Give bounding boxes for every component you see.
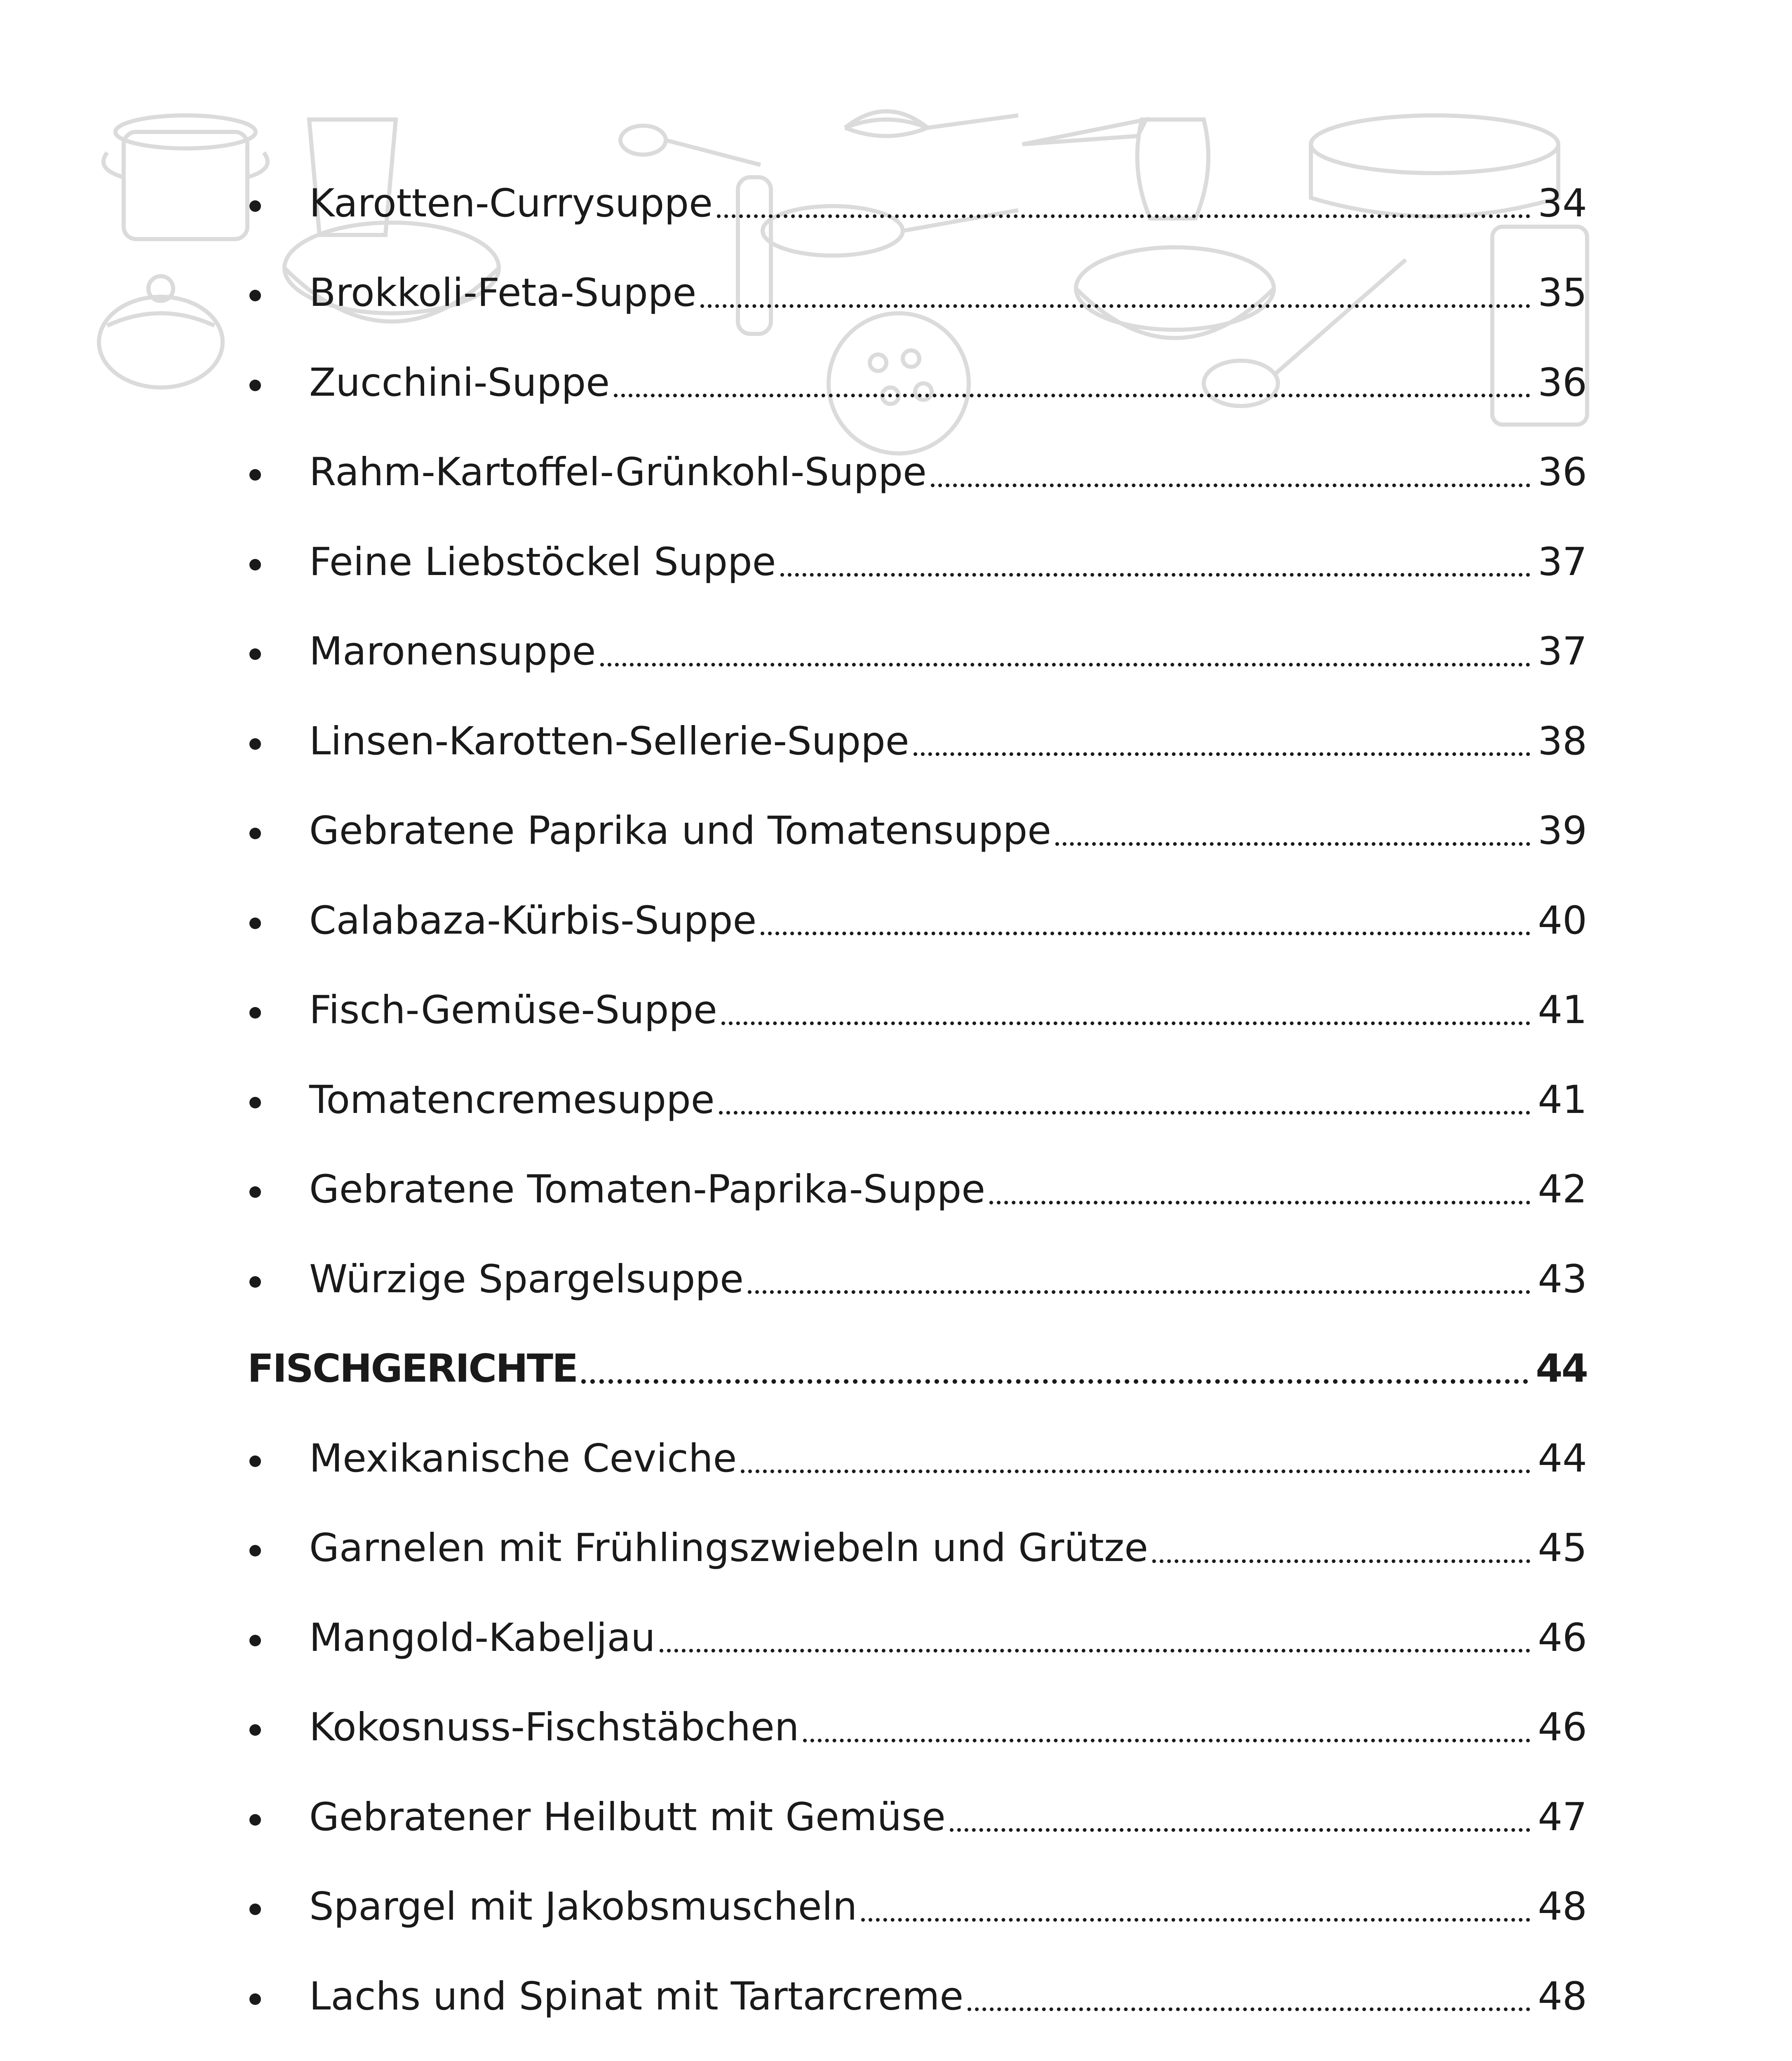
toc-entry-title: Fisch-Gemüse-Suppe [309,988,717,1033]
toc-entry-page-number: 42 [1538,1167,1587,1212]
dot-leader [717,184,1530,223]
toc-entry[interactable] [247,2042,1587,2061]
toc-entry[interactable] [247,1235,1587,1324]
dot-leader [861,1887,1530,1926]
toc-entry-title: Garnelen mit Frühlingszwiebeln und Grütze [309,1526,1148,1571]
toc-entry[interactable] [247,249,1587,338]
toc-entry[interactable] [247,1055,1587,1145]
toc-entry-title: Tomatencremesuppe [309,1077,715,1122]
bullet-icon [249,648,261,660]
toc-entry-page-number: 46 [1538,1705,1587,1750]
toc-entry-title: Würzige Spargelsuppe [309,1256,744,1302]
dot-leader [600,632,1531,671]
toc-entry-page-number: 36 [1538,360,1587,405]
toc-entry[interactable] [247,786,1587,876]
toc-entry-title: Mangold-Kabeljau [309,1615,655,1660]
dot-leader [780,543,1531,582]
cooking-pot-icon [103,115,268,239]
toc-entry-page-number: 48 [1538,1884,1587,1930]
toc-entry[interactable] [247,607,1587,697]
bullet-icon [249,380,261,391]
table-of-contents [247,159,1587,2061]
dot-leader [761,901,1530,940]
dot-leader [803,1708,1530,1747]
dot-leader [719,1081,1531,1120]
toc-entry-page-number: 35 [1538,270,1587,316]
toc-entry-page-number: 43 [1538,1256,1587,1302]
toc-entry[interactable] [247,876,1587,966]
toc-entry-page-number: 47 [1538,1794,1587,1840]
toc-entry[interactable] [247,338,1587,428]
toc-entry-title: Karotten-Currysuppe [309,181,713,226]
toc-entry[interactable] [247,517,1587,607]
bullet-icon [249,1993,261,2005]
toc-entry-title: Spargel mit Jakobsmuscheln [309,1884,857,1930]
toc-entry-title: Linsen-Karotten-Sellerie-Suppe [309,718,909,764]
toc-entry-title: Gebratene Tomaten-Paprika-Suppe [309,1167,986,1212]
toc-entry[interactable] [247,1145,1587,1235]
bullet-icon [249,1186,261,1198]
toc-entry-title: Gebratener Heilbutt mit Gemüse [309,1794,946,1840]
dot-leader [741,1439,1530,1478]
dot-leader [968,1977,1530,2016]
toc-entry-page-number: 46 [1538,1615,1587,1660]
whisk-icon [845,111,1018,136]
toc-entry[interactable] [247,1504,1587,1594]
bullet-icon [249,1635,261,1646]
toc-entry-page-number: 41 [1538,988,1587,1033]
toc-entry-page-number: 44 [1538,1436,1587,1481]
toc-entry-title: Feine Liebstöckel Suppe [309,539,776,584]
toc-entry[interactable] [247,697,1587,786]
bullet-icon [249,559,261,570]
knife-icon [1022,120,1146,144]
bullet-icon [249,1276,261,1288]
toc-section-heading[interactable] [247,1324,1587,1414]
toc-entry-page-number: 38 [1538,718,1587,764]
bullet-icon [249,1545,261,1556]
bullet-icon [249,1904,261,1915]
toc-entry[interactable] [247,1593,1587,1683]
toc-entry-page-number: 39 [1538,808,1587,854]
dot-leader [660,1619,1531,1657]
toc-entry-title: Gebratene Paprika und Tomatensuppe [309,808,1052,854]
bullet-icon [249,1724,261,1736]
toc-entry-title: Calabaza-Kürbis-Suppe [309,898,757,943]
toc-entry-page-number: 41 [1538,1077,1587,1122]
bullet-icon [249,469,261,481]
bullet-icon [249,1814,261,1826]
toc-entry-page-number: 48 [1538,1974,1587,2019]
dot-leader [748,1260,1530,1299]
toc-entry-title: Maronensuppe [309,629,596,674]
bullet-icon [249,1455,261,1467]
dot-leader [1152,1529,1530,1568]
dot-leader [721,991,1530,1030]
toc-entry-page-number: 36 [1538,450,1587,495]
toc-entry-title: FISCHGERICHTE [247,1346,578,1392]
toc-entry[interactable] [247,159,1587,249]
toc-entry-title: Kokosnuss-Fischstäbchen [309,1705,799,1750]
toc-entry-page-number: 37 [1538,539,1587,584]
toc-entry-title: Zucchini-Suppe [309,360,610,405]
dot-leader [931,453,1531,492]
dot-leader [1055,812,1530,850]
bullet-icon [249,200,261,212]
toc-entry-page-number: 44 [1536,1346,1587,1392]
toc-entry-title: Lachs und Spinat mit Tartarcreme [309,1974,964,2019]
toc-entry-page-number: 34 [1538,181,1587,226]
lidded-pot-icon [99,276,223,387]
bullet-icon [249,738,261,750]
toc-entry[interactable] [247,1862,1587,1952]
toc-entry-page-number: 40 [1538,898,1587,943]
dot-leader [989,1170,1530,1209]
bullet-icon [249,1097,261,1108]
dot-leader [581,1350,1528,1388]
dot-leader [914,722,1531,761]
toc-entry[interactable] [247,1772,1587,1862]
toc-entry-title: Rahm-Kartoffel-Grünkohl-Suppe [309,450,927,495]
bullet-icon [249,828,261,839]
bullet-icon [249,1007,261,1019]
toc-entry[interactable] [247,1952,1587,2042]
toc-entry-page-number: 37 [1538,629,1587,674]
toc-entry[interactable] [247,1414,1587,1504]
toc-entry-title: Brokkoli-Feta-Suppe [309,270,697,316]
bullet-icon [249,290,261,301]
dot-leader [700,274,1530,312]
dot-leader [614,364,1530,402]
toc-entry-title: Mexikanische Ceviche [309,1436,737,1481]
toc-entry[interactable] [247,966,1587,1056]
toc-entry[interactable] [247,428,1587,518]
bullet-icon [249,918,261,929]
toc-entry[interactable] [247,1683,1587,1773]
toc-entry-page-number: 45 [1538,1526,1587,1571]
dot-leader [950,1798,1531,1837]
